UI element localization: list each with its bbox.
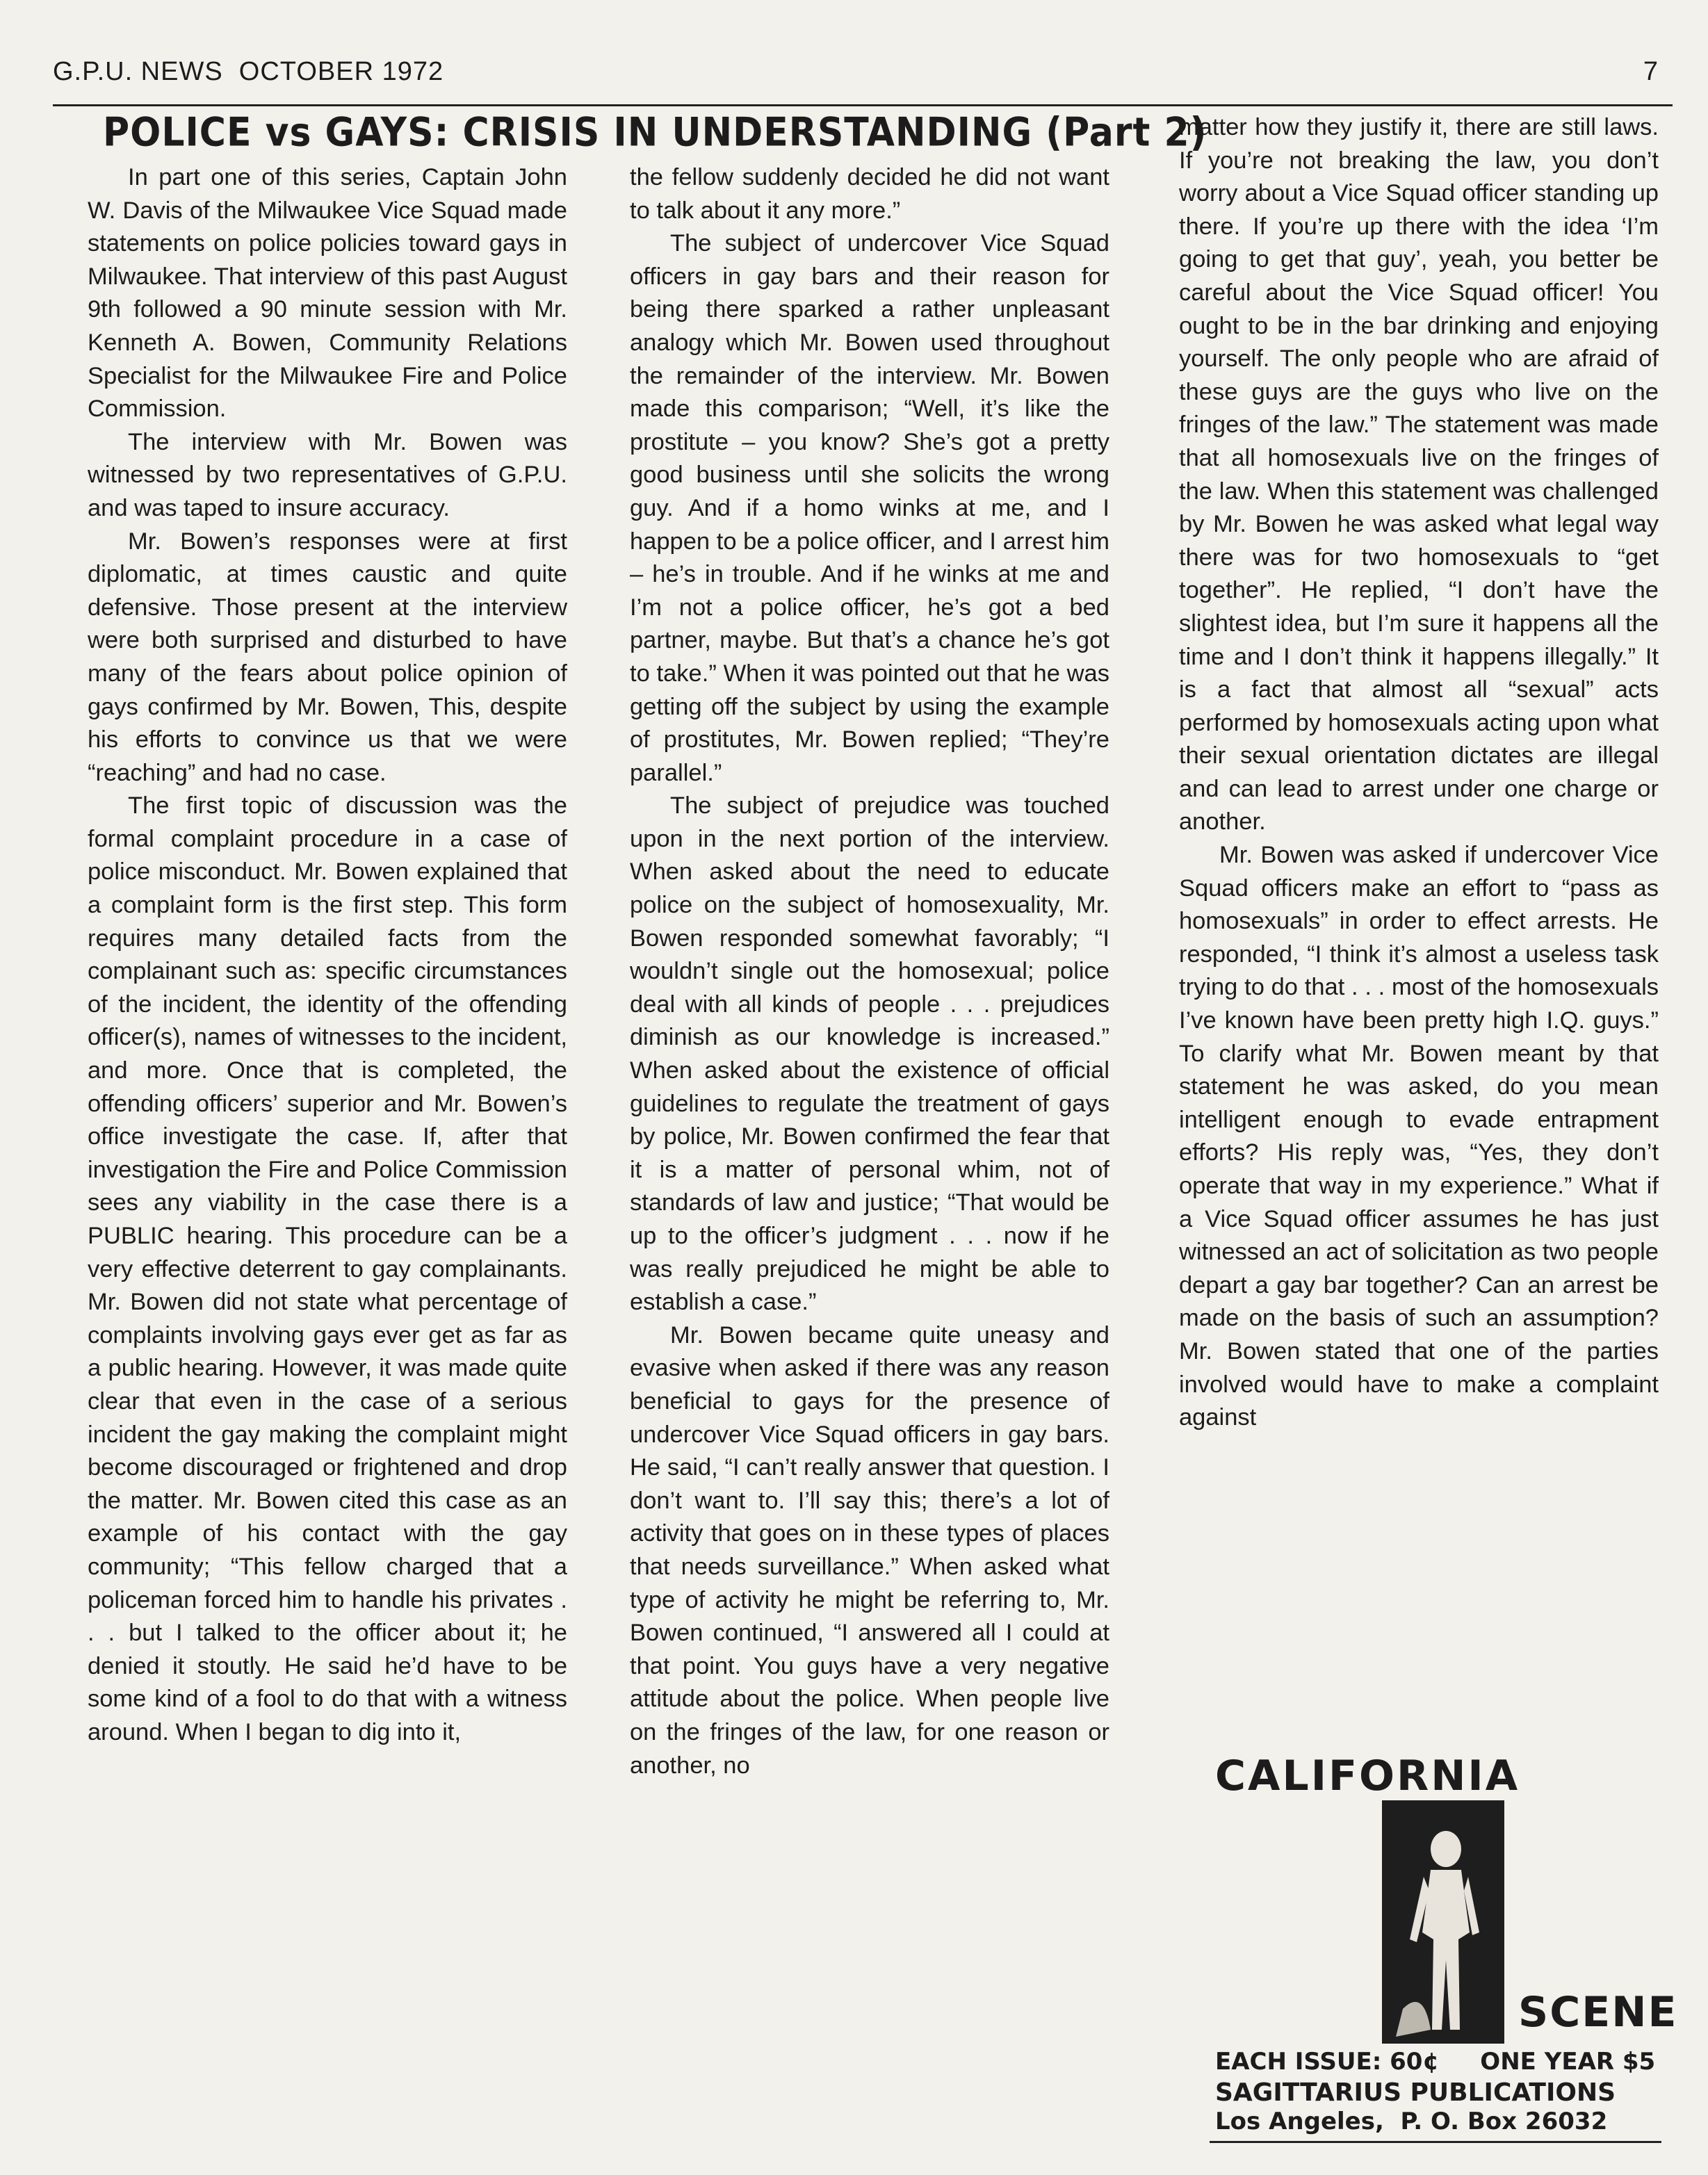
figure-silhouette-icon: [1382, 1800, 1504, 2044]
paragraph: Mr. Bowen’s responses were at first diplomatic, at times caustic and quite defensive. Those present at the interview were both surprised and disturbed to have many of the fears about police opinion of gays confirmed by Mr. Bowen, This, despite his efforts to convince us that we were “reaching” and had no case.: [88, 528, 567, 786]
article-headline: POLICE vs GAYS: CRISIS IN UNDERSTANDING (Part 2): [103, 110, 1207, 156]
paragraph: The subject of undercover Vice Squad officers in gay bars and their reason for being there sparked a rather unpleasant analogy which Mr. Bowen used throughout the remainder of the interview. Mr. Bowen made this comparison; “Well, it’s like the prostitute – you know? She’s got a pretty good business until she solicits the wrong guy. And if a homo winks at me, and I happen to be a police officer, and I arrest him – he’s in trouble. And if he winks at me and I’m not a police officer, he’s got a bed partner, maybe. But that’s a chance he’s got to take.” When it was pointed out that he was getting off the subject by using the example of prostitutes, Mr. Bowen replied; “They’re parallel.”: [630, 230, 1109, 786]
paragraph: In part one of this series, Captain John W. Davis of the Milwaukee Vice Squad made statements on police policies toward gays in Milwaukee. That interview of this past August 9th followed a 90 minute session with Mr. Kenneth A. Bowen, Community Relations Specialist for the Milwaukee Fire and Police Commission.: [88, 164, 567, 423]
paragraph: Mr. Bowen was asked if undercover Vice Squad officers make an effort to “pass as homosexuals” in order to effect arrests. He responded, “I think it’s almost a useless task trying to do that . . . most of the homosexuals I’ve known have been pretty high I.Q. guys.” To clarify what Mr. Bowen meant by that statement he was asked, do you mean intelligent enough to evade entrapment efforts? His reply was, “Yes, they don’t operate that way in my experience.” What if a Vice Squad officer assumes he has just witnessed an act of solicitation as two people depart a gay bar together? Can an arrest be made on the basis of such an assumption? Mr. Bowen stated that one of the parties involved would have to make a complaint against: [1179, 842, 1659, 1431]
ad-address: Los Angeles, P. O. Box 26032: [1215, 2108, 1608, 2135]
ad-title: CALIFORNIA: [1215, 1752, 1520, 1800]
paragraph: The first topic of discussion was the formal complaint procedure in a case of police misconduct. Mr. Bowen explained that a complaint form is the first step. This form requires many detailed facts from the complainant such as: specific circumstances of the incident, the identity of the offending officer(s), names of witnesses to the incident, and more. Once that is completed, the offending officers’ superior and Mr. Bowen’s office investigate the case. If, after that investigation the Fire and Police Commission sees any viability in the case there is a PUBLIC hearing. This procedure can be a very effective deterrent to gay complainants. Mr. Bowen did not state what percentage of complaints involving gays ever get as far as a public hearing. However, it was made quite clear that even in the case of a serious incident the gay making the complaint might become discouraged or frightened and drop the matter. Mr. Bowen cited this case as an example of his contact with the gay community; “This fellow charged that a policeman forced him to handle his privates . . . but I talked to the officer about it; he denied it stoutly. He said he’d have to be some kind of a fool to do that with a witness around. When I began to dig into it,: [88, 792, 567, 1745]
paragraph: Mr. Bowen became quite uneasy and evasive when asked if there was any reason beneficial to gays for the presence of undercover Vice Squad officers in gay bars. He said, “I can’t really answer that question. I don’t want to. I’ll say this; there’s a lot of activity that goes on in these types of places that needs surveillance.” When asked what type of activity he might be referring to, Mr. Bowen continued, “I answered all I could at that point. You guys have a very negative attitude about the police. When people live on the fringes of the law, for one reason or another, no: [630, 1321, 1109, 1779]
header-rule: [53, 104, 1673, 106]
ad-rule: [1210, 2141, 1661, 2143]
publication-line: G.P.U. NEWS OCTOBER 1972: [53, 57, 444, 86]
page-number: 7: [1643, 57, 1659, 86]
paragraph: The subject of prejudice was touched upon in the next portion of the interview. When asked about the need to educate police on the subject of homosexuality, Mr. Bowen responded somewhat favorably; “I wouldn’t single out the homosexual; police deal with all kinds of people . . . prejudices diminish as our knowledge is increased.” When asked about the existence of official guidelines to regulate the treatment of gays by police, Mr. Bowen confirmed the fear that it is a matter of personal whim, not of standards of law and justice; “That would be up to the officer’s judgment . . . now if he was really prejudiced he might be able to establish a case.”: [630, 792, 1109, 1316]
article-column-2: [630, 161, 1109, 1782]
ad-figure-illustration: [1382, 1800, 1504, 2044]
california-scene-ad: [1210, 1752, 1678, 2141]
page-header: [53, 57, 1659, 100]
ad-price-line: EACH ISSUE: 60¢ ONE YEAR $5: [1215, 2048, 1656, 2076]
article-column-3: [1179, 111, 1659, 1435]
paragraph: The interview with Mr. Bowen was witnessed by two representatives of G.P.U. and was taped to insure accuracy.: [88, 428, 567, 521]
paragraph: the fellow suddenly decided he did not want to talk about it any more.”: [630, 164, 1109, 224]
paragraph: matter how they justify it, there are still laws. If you’re not breaking the law, you don’t worry about a Vice Squad officer standing up there. If you’re up there with the idea ‘I’m going to get that guy’, yeah, you better be careful about the Vice Squad officer! You ought to be in the bar drinking and enjoying yourself. The only people who are afraid of these guys are the guys who live on the fringes of the law.” The statement was made that all homosexuals live on the fringes of the law. When this statement was challenged by Mr. Bowen he was asked what legal way there was for two homosexuals to “get together”. He replied, “I don’t have the slightest idea, but I’m sure it happens all the time and I don’t think it happens illegally.” It is a fact that almost all “sexual” acts performed by homosexuals acting upon what their sexual orientation dictates are illegal and can lead to arrest under one charge or another.: [1179, 114, 1659, 836]
article-column-1: [88, 161, 567, 1750]
ad-subtitle: SCENE: [1518, 1988, 1678, 2037]
ad-publisher: SAGITTARIUS PUBLICATIONS: [1215, 2078, 1616, 2107]
